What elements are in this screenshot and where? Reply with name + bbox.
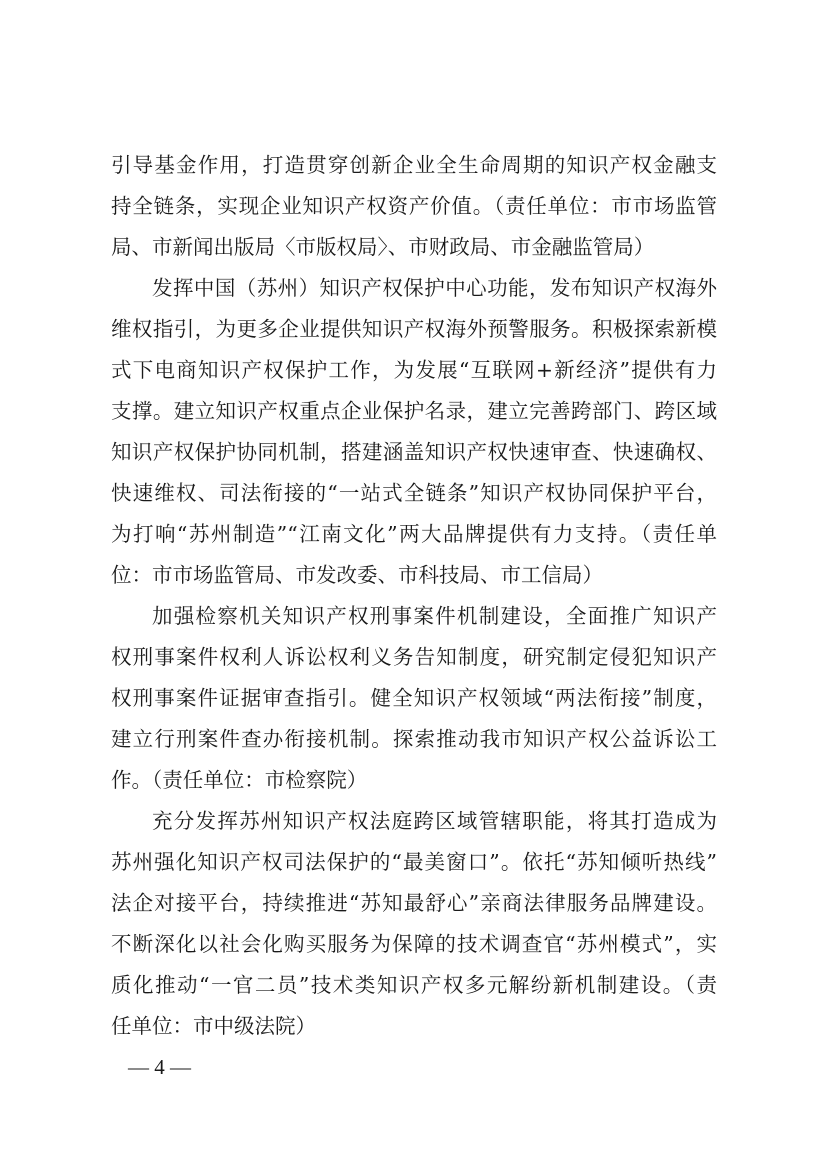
text-line: 位：市市场监管局、市发改委、市科技局、市工信局） — [111, 563, 603, 587]
text-line: 不断深化以社会化购买服务为保障的技术调查官“苏州模式”，实 — [111, 932, 717, 956]
text-line: 局、市新闻出版局〈市版权局〉、市财政局、市金融监管局） — [111, 235, 655, 259]
text-line: 权刑事案件证据审查指引。健全知识产权领域“两法衔接”制度， — [111, 686, 717, 710]
paragraph-first-line: 充分发挥苏州知识产权法庭跨区域管辖职能，将其打造成为 — [152, 809, 717, 833]
text-line: 任单位：市中级法院） — [111, 1014, 316, 1038]
text-line: 快速维权、司法衔接的“一站式全链条”知识产权协同保护平台， — [111, 481, 717, 505]
text-line: 权刑事案件权利人诉讼权利义务告知制度，研究制定侵犯知识产 — [111, 645, 717, 669]
text-line: 法企对接平台，持续推进“苏知最舒心”亲商法律服务品牌建设。 — [111, 891, 717, 915]
text-line: 作。（责任单位：市检察院） — [111, 768, 368, 792]
page-number: — 4 — — [128, 1055, 191, 1079]
text-line: 为打响“苏州制造”“江南文化”两大品牌提供有力支持。（责任单 — [111, 522, 717, 546]
text-line: 引导基金作用，打造贯穿创新企业全生命周期的知识产权金融支 — [111, 153, 717, 177]
text-line: 知识产权保护协同机制，搭建涵盖知识产权快速审查、快速确权、 — [111, 440, 717, 464]
text-line: 持全链条，实现企业知识产权资产价值。（责任单位：市市场监管 — [111, 194, 717, 218]
text-line: 苏州强化知识产权司法保护的“最美窗口”。依托“苏知倾听热线” — [111, 850, 717, 874]
paragraph-first-line: 加强检察机关知识产权刑事案件机制建设，全面推广知识产 — [152, 604, 717, 628]
text-line: 支撑。建立知识产权重点企业保护名录，建立完善跨部门、跨区域 — [111, 399, 717, 423]
text-line: 质化推动“一官二员”技术类知识产权多元解纷新机制建设。（责 — [111, 973, 717, 997]
text-line: 建立行刑案件查办衔接机制。探索推动我市知识产权公益诉讼工 — [111, 727, 717, 751]
text-line: 维权指引，为更多企业提供知识产权海外预警服务。积极探索新模 — [111, 317, 717, 341]
paragraph-first-line: 发挥中国（苏州）知识产权保护中心功能，发布知识产权海外 — [152, 276, 717, 300]
text-line: 式下电商知识产权保护工作，为发展“互联网+新经济”提供有力 — [111, 358, 717, 382]
